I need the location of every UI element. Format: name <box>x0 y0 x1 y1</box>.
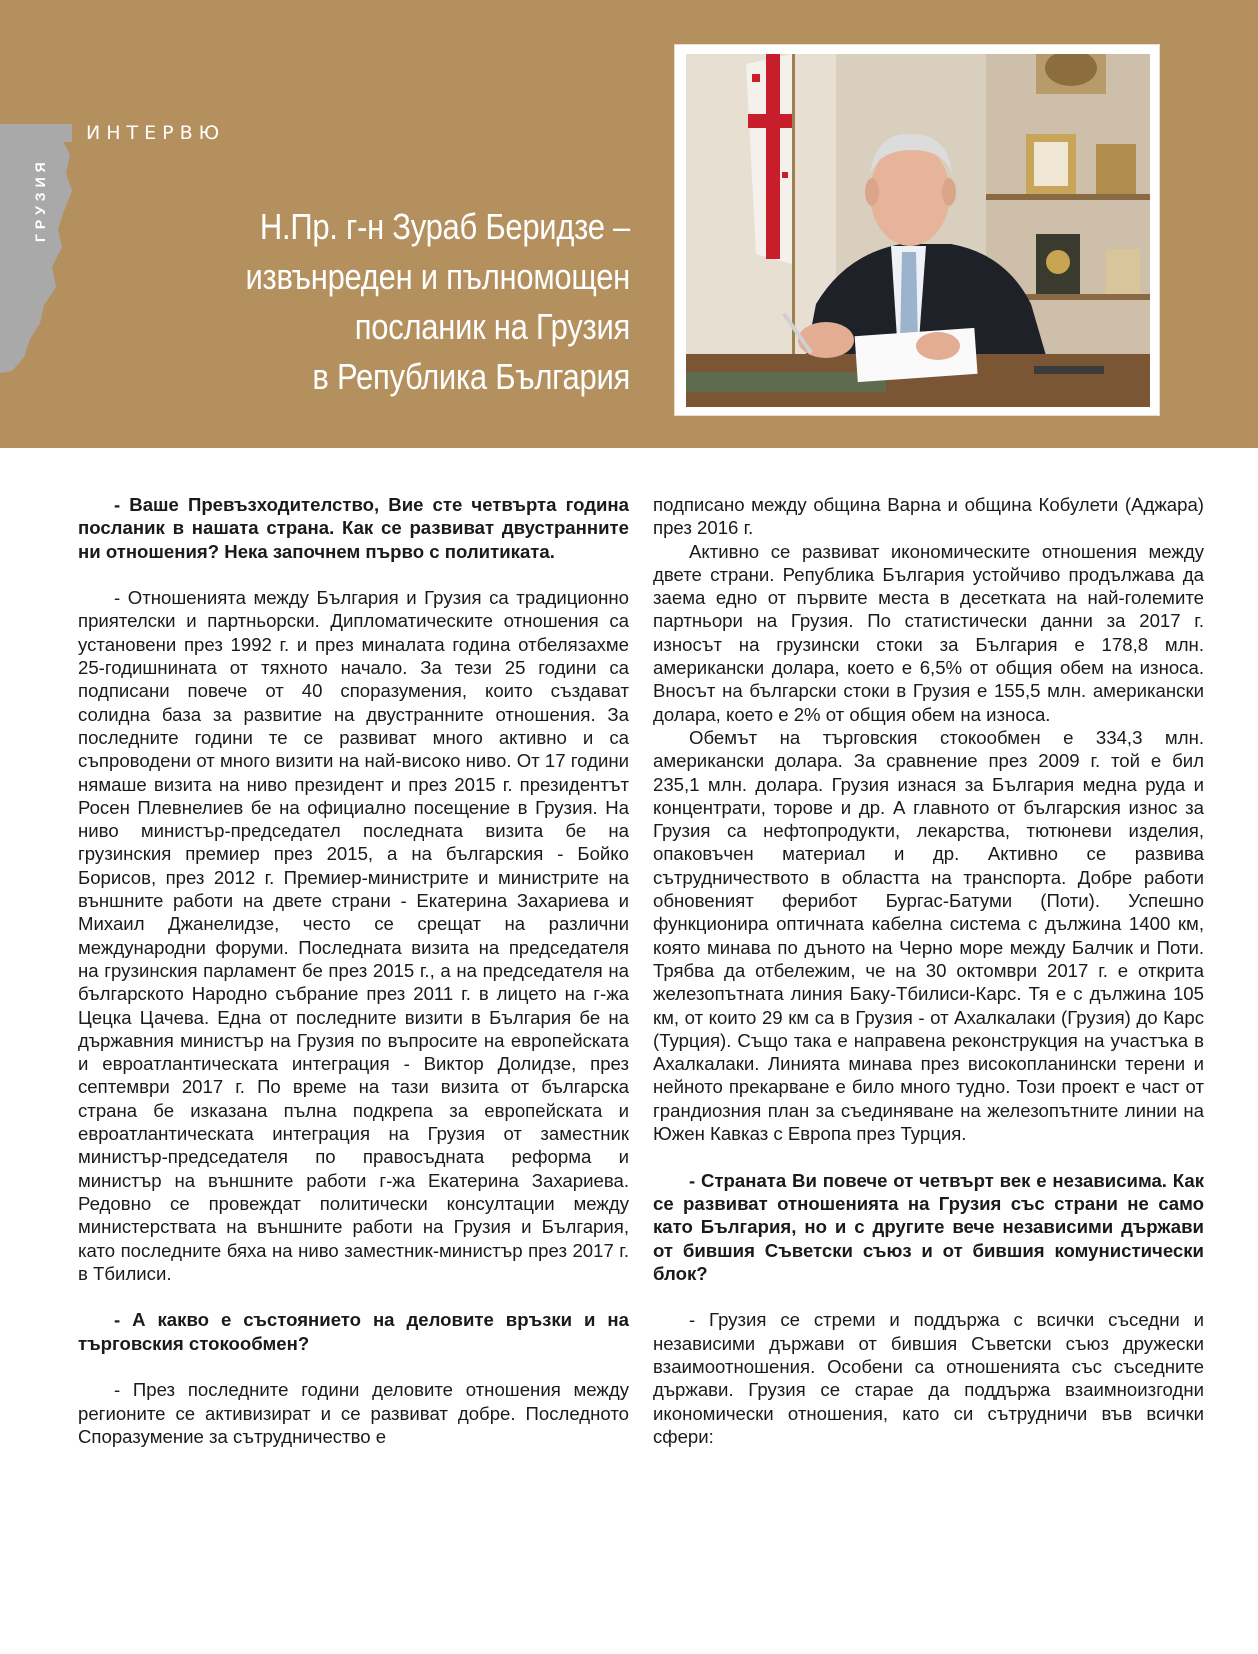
paragraph-gap <box>653 1145 1204 1168</box>
section-marker-bar <box>0 124 72 142</box>
interview-question: - Страната Ви повече от четвърт век е независима. Как се развиват отношенията на Грузия със страни не само като България, но и с другите вече независими държави от бившия Съветски съюз и от бившия комунистически блок? <box>653 1169 1204 1284</box>
country-tab <box>8 157 56 252</box>
headline-line: извънреден и пълномощен <box>245 256 630 297</box>
section-label: ИНТЕРВЮ <box>86 122 226 144</box>
interview-answer: Активно се развиват икономическите отношения между двете страни. Република България устойчиво продължава да заема едно от първите места в десетката на най-големите партньори на Грузия. По статистически данни за 2017 г. износът на грузински стоки за България е 178,8 млн. американски долара, което е 6,5% от общия обем на износа. Вносът на български стоки в Грузия е 155,5 млн. американски долара, което е 2% от общия обем на износа. <box>653 540 1204 725</box>
headline-line: Н.Пр. г-н Зураб Беридзе – <box>259 206 630 247</box>
interview-question: - А какво е състоянието на деловите връзки и на търговския стокообмен? <box>78 1309 629 1354</box>
interview-answer: Обемът на търговския стокообмен е 334,3 млн. американски долара. За сравнение през 2009 г. той е бил 235,1 млн. долара. Грузия изнася за България медна руда и концентрати, торове и др. А главното от българския износ за Грузия са нефтопродукти, лекарства, тютюневи изделия, опаковъчен материал и др. Активно се развива сътрудничеството в областта на транспорта. Добре работи обновеният ферибот Бургас-Батуми (Поти). Успешно функционира оптичната кабелна система с дължина 1400 км, която минава по дъното на Черно море между Балчик и Поти. Трябва да отбележим, че на 30 октомври 2017 г. е открита железопътната линия Баку-Тбилиси-Карс. Тя е с дължина 105 км, от които 29 км са в Грузия - от Ахалкалаки (Грузия) до Карс (Турция). Също така е направена реконструкция на участъка в Ахалкалаки. Линията минава през високопланински терени и нейното прекарване е било много тудно. Този проект е част от грандиозния план за съединяване на железопътните линии на Южен Кавказ с Европа през Турция. <box>653 726 1204 1145</box>
country-tab-label: ГРУЗИЯ <box>32 157 48 242</box>
headline-line: в Република България <box>312 356 630 397</box>
article-column-left <box>78 493 629 1448</box>
paragraph-gap <box>78 563 629 586</box>
paragraph-gap <box>78 1355 629 1378</box>
interview-question: - Ваше Превъзходителство, Вие сте четвърта година посланик в нашата страна. Как се развиват двустранните ни отношения? Нека започнем първо с политиката. <box>78 494 629 562</box>
interview-answer: - Грузия се стреми и поддържа с всички съседни и независими държави от бившия Съветски съюз дружески взаимоотношения. Особени са отношенията със съседните държави. Грузия се старае да поддържа взаимноизгодни икономически отношения, като си сътрудничи във всички сфери: <box>653 1309 1204 1447</box>
portrait-photo <box>686 54 1150 407</box>
paragraph-gap <box>653 1285 1204 1308</box>
article-column-right <box>653 493 1204 1448</box>
interview-answer: - Отношенията между България и Грузия са традиционно приятелски и партньорски. Дипломатическите отношения са установени през 1992 г. и през миналата година отбелязахме 25-годишнината от тяхното начало. За тези 25 години са подписани повече от 40 споразумения, които създават солидна база за развитие на двустранните отношения. За последните години те се развиват много активно и са съпроводени от много визити на най-високо ниво. От 17 години нямаше визита на ниво президент и през 2015 г. президентът Росен Плевнелиев бе на официално посещение в Грузия. На ниво министър-председател последната визита бе на грузинския премиер през 2015, а на българския - Бойко Борисов, през 2012 г. Премиер-министрите и министрите на външните работи на двете страни - Екатерина Захариева и Михаил Джанелидзе, често се срещат на различни международни форуми. Последната визита на председателя на грузинския парламент бе през 2015 г., а на председателя на българското Народно събрание през 2011 г. в лицето на г-жа Цецка Цачева. Една от последните визити в България бе на държавния министър на Грузия по въпросите на европейската и евроатлантическата интеграция - Виктор Долидзе, през септември 2017 г. По време на тази визита от българска страна бе изказана пълна подкрепа за европейската и евроатлантическата интеграция на Грузия от заместник министър-председателя по правосъдната реформа и министър на външните работи г-жа Екатерина Захариева. Редовно се провеждат политически консултации между министерствата на външните работи на Грузия и България, като последните бяха на ниво заместник-министър през 2017 г. в Тбилиси. <box>78 587 629 1284</box>
headline-line: посланик на Грузия <box>354 306 630 347</box>
interview-answer-continuation: подписано между община Варна и община Кобулети (Аджара) през 2016 г. <box>653 494 1204 539</box>
interview-answer: - През последните години деловите отношения между регионите се активизират и се развиват добре. Последното Споразумение за сътрудничество е <box>78 1379 629 1447</box>
paragraph-gap <box>78 1285 629 1308</box>
headline <box>226 202 630 402</box>
portrait-photo-frame <box>674 44 1160 416</box>
